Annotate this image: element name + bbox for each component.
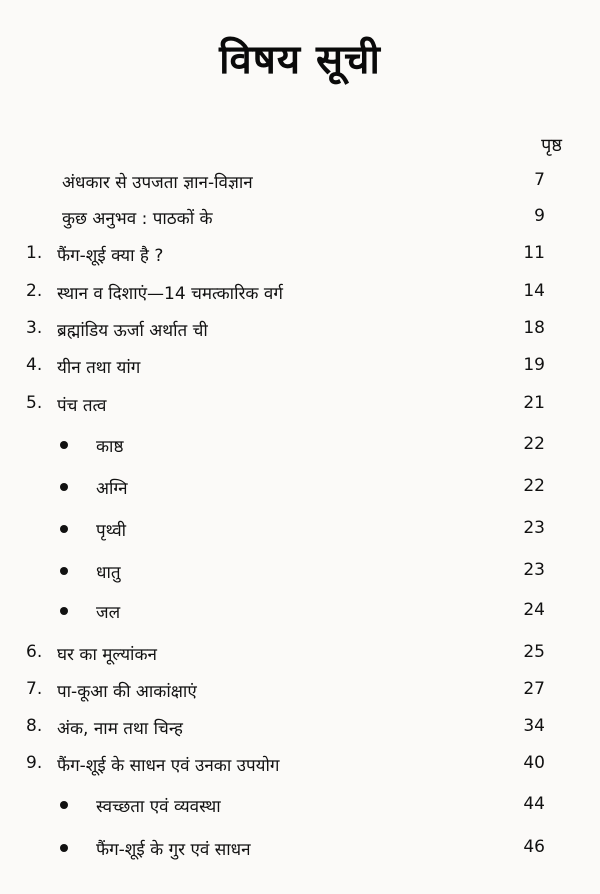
toc-entry-label: पंच तत्व [57,396,107,416]
toc-entry-page: 21 [523,393,545,413]
toc-entry-page: 34 [523,716,545,736]
toc-entry-page: 25 [523,642,545,662]
page-column-heading: पृष्ठ [541,135,562,156]
toc-subentry-metal[interactable] [0,560,600,590]
toc-entry-page: 18 [523,318,545,338]
toc-entry-page: 9 [534,206,545,226]
toc-entry-page: 44 [523,794,545,814]
toc-entry-label: यीन तथा यांग [57,358,141,378]
toc-entry-page: 14 [523,281,545,301]
toc-entry-chapter-9[interactable] [0,753,600,783]
toc-entry-page: 11 [523,243,545,263]
toc-subentry-water[interactable] [0,600,600,630]
toc-entry-label: धातु [96,563,121,583]
toc-entry-label: पा-कूआ की आकांक्षाएं [57,682,197,702]
toc-subentry-earth[interactable] [0,518,600,548]
toc-entry-page: 22 [523,434,545,454]
toc-entry-chapter-4[interactable] [0,355,600,385]
toc-entry-number: 1. [26,243,43,263]
toc-entry-label: काष्ठ [96,437,124,457]
toc-entry-label: अंधकार से उपजता ज्ञान-विज्ञान [62,173,253,193]
toc-entry-number: 5. [26,393,43,413]
toc-entry-label: जल [96,603,121,623]
bullet-icon [60,567,68,575]
toc-entry-label: स्थान व दिशाएं—14 चमत्कारिक वर्ग [57,284,283,304]
toc-entry-page: 19 [523,355,545,375]
toc-entry-chapter-7[interactable] [0,679,600,709]
toc-entry-number: 7. [26,679,43,699]
toc-entry-label: फैंग-शूई के गुर एवं साधन [96,840,251,860]
toc-entry-label: अग्नि [96,479,128,499]
toc-entry-number: 6. [26,642,43,662]
toc-entry-chapter-2[interactable] [0,281,600,311]
toc-entry-label: स्वच्छता एवं व्यवस्था [96,797,221,817]
toc-entry-page: 27 [523,679,545,699]
toc-entry-label: फैंग-शूई के साधन एवं उनका उपयोग [57,756,280,776]
toc-entry-chapter-8[interactable] [0,716,600,746]
toc-entry-label: फैंग-शूई क्या है ? [57,246,164,266]
bullet-icon [60,441,68,449]
toc-entry-number: 3. [26,318,43,338]
toc-entry-label: अंक, नाम तथा चिन्ह [57,719,183,739]
toc-entry-label: ब्रह्मांडिय ऊर्जा अर्थात ची [57,321,208,341]
toc-subentry-fire[interactable] [0,476,600,506]
toc-subentry-cleanliness[interactable] [0,794,600,824]
toc-entry-page: 7 [534,170,545,190]
contents-title: विषय सूची [219,37,381,83]
toc-entry-page: 22 [523,476,545,496]
toc-entry-chapter-5[interactable] [0,393,600,423]
toc-entry-number: 2. [26,281,43,301]
toc-entry-chapter-3[interactable] [0,318,600,348]
toc-entry-page: 40 [523,753,545,773]
toc-entry-page: 23 [523,560,545,580]
toc-entry-page: 24 [523,600,545,620]
toc-entry-label: पृथ्वी [96,521,127,541]
toc-entry-number: 8. [26,716,43,736]
toc-subentry-tips[interactable] [0,837,600,867]
toc-entry-chapter-1[interactable] [0,243,600,273]
toc-entry-chapter-6[interactable] [0,642,600,672]
bullet-icon [60,525,68,533]
bullet-icon [60,844,68,852]
bullet-icon [60,801,68,809]
toc-entry-page: 23 [523,518,545,538]
toc-entry-label: घर का मूल्यांकन [57,645,157,665]
toc-subentry-wood[interactable] [0,434,600,464]
toc-entry-page: 46 [523,837,545,857]
toc-entry-intro-1[interactable] [0,170,600,200]
toc-entry-intro-2[interactable] [0,206,600,236]
toc-entry-label: कुछ अनुभव : पाठकों के [62,209,213,229]
toc-entry-number: 9. [26,753,43,773]
toc-entry-number: 4. [26,355,43,375]
bullet-icon [60,607,68,615]
bullet-icon [60,483,68,491]
